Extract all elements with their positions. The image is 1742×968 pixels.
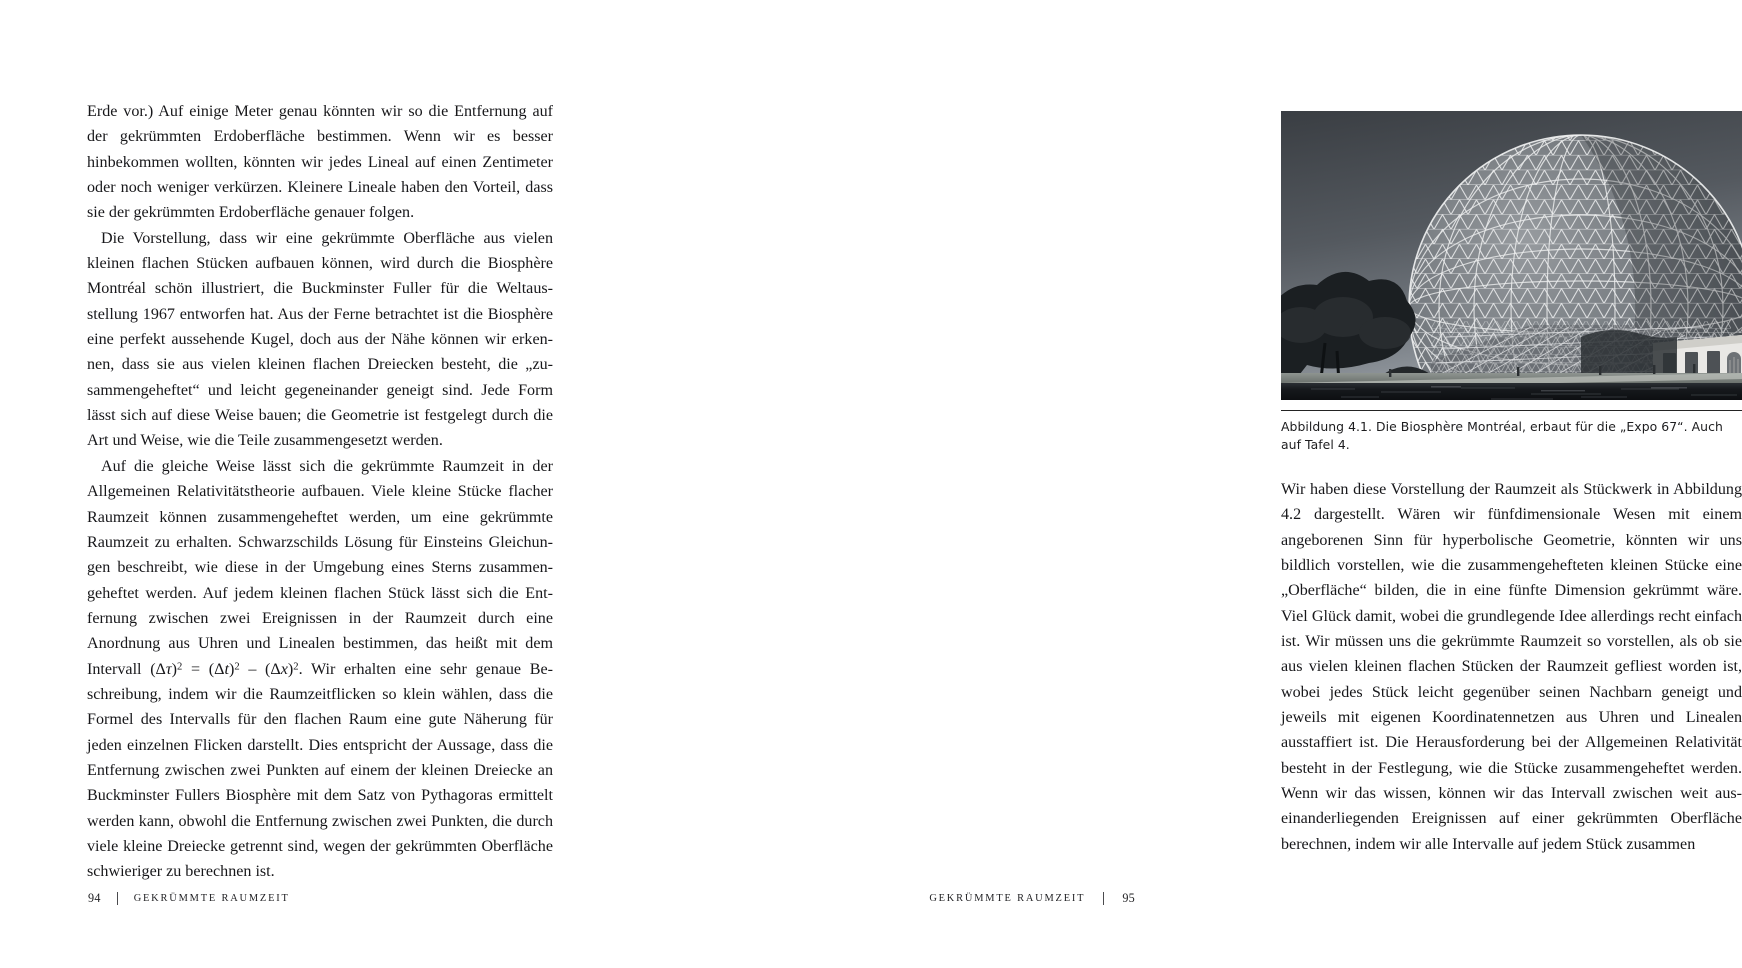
page-left [0,0,607,968]
paragraph: Die Vorstellung, dass wir eine gekrümmte Oberfläche aus vielen kleinen flachen Stücken aufbauen können, wird durch die Biosphère Montréal schön illustriert, die Buckminster Fuller für die Weltausstellung 1967 entworfen hat. Aus der Ferne betrachtet ist die Biosphère eine perfekt aussehende Kugel, doch aus der Nähe können wir erkennen, dass sie aus vielen kleinen flachen Dreiecken besteht, die „zusammengeheftet“ und leicht gegeneinander geneigt sind. Jede Form lässt sich auf diese Weise bauen; die Geometrie ist festgelegt durch die Art und Weise, wie die Teile zusammengesetzt werden. [87,229,553,450]
folio-divider [1103,892,1104,905]
chapter-title: GEKRÜMMTE RAUMZEIT [133,893,290,904]
page-number: 95 [1122,891,1135,905]
figure-photo-biosphere [1281,111,1742,400]
running-foot-left [88,891,290,906]
chapter-title: GEKRÜMMTE RAUMZEIT [929,893,1086,904]
body-text-left-column [87,99,553,885]
interval-formula: $(\Delta\tau)^2 = (\Delta t)^2 - (\Delta x)^2$ [150,660,299,678]
paragraph-with-formula [87,454,553,885]
running-foot-right [929,891,1135,906]
paragraph: Wir haben diese Vorstellung der Raumzeit als Stückwerk in Abbildung 4.2 dargestellt. Wären wir fünfdimensionale Wesen mit einem angeborenen Sinn für hyperbolische Geometrie, könnten wir uns bildlich vorstellen, wie die zusammengehefteten kleinen Stücke eine „Oberfläche“ bilden, die in eine fünfte Dimension gekrümmt wäre. Viel Glück damit, wobei die grundlegende Idee allerdings recht einfach ist. Wir müssen uns die gekrümmte Raumzeit so vorstellen, als ob sie aus vielen kleinen flachen Stücken der Raumzeit gefliest worden ist, wobei jedes Stück leicht gegenüber seinen Nachbarn geneigt und jeweils mit eigenen Koordinatennetzen aus Uhren und Linealen ausstaffiert ist. Die Herausforderung bei der Allgemeinen Relativität besteht in der Festlegung, wie die Stücke zusammengeheftet werden. Wenn wir das wissen, können wir das Intervall zwischen weit auseinanderliegenden Ereignissen auf einer gekrümmten Oberfläche berechnen, indem wir alle Intervalle auf jedem Stück zusammen [1281,481,1742,853]
page-right [607,0,1742,968]
biosphere-illustration [1281,111,1742,400]
paragraph-text-before-formula: Auf die gleiche Weise lässt sich die gekrümmte Raumzeit in der Allgemeinen Relativitätstheorie aufbauen. Viele kleine Stücke flacher Raumzeit können zusammengeheftet werden, um eine gekrümmte Raumzeit zu erhalten. Schwarzschilds Lösung für Einsteins Gleichungen beschreibt, wie diese in der Umgebung eines Sterns zusammengeheftet werden. Auf jedem kleinen flachen Stück lässt sich die Entfernung zwischen zwei Ereignissen in der Raumzeit durch eine Anordnung aus Uhren und Linealen bestimmen, das heißt mit dem Intervall [87,457,553,678]
page-number: 94 [88,891,101,905]
folio-divider [117,892,118,905]
body-text-right-column [1281,477,1742,857]
paragraph: Erde vor.) Auf einige Meter genau könnten wir so die Entfernung auf der gekrümmten Erdoberfläche bestimmen. Wenn wir es besser hinbekommen wollten, könnten wir jedes Lineal auf einen Zentimeter oder noch weniger verkürzen. Kleinere Lineale haben den Vorteil, dass sie der gekrümmten Erdoberfläche genauer folgen. [87,103,553,222]
paragraph-text-after-formula: . Wir erhalten eine sehr genaue Beschreibung, indem wir die Raumzeitflicken so klein wählen, dass die Formel des Intervalls für den flachen Raum eine gute Näherung für jeden einzelnen Flicken darstellt. Dies entspricht der Aussage, dass die Entfernung zwischen zwei Punkten auf einem der kleinen Dreiecke an Buckminster Fullers Biosphère mit dem Satz von Pythagoras ermittelt werden kann, obwohl die Entfernung zwischen zwei Punkten, die durch viele kleine Dreiecke getrennt sind, wegen der gekrümmten Oberfläche schwieriger zu berechnen ist. [87,660,553,881]
figure-caption: Abbildung 4.1. Die Biosphère Montréal, erbaut für die „Expo 67“. Auch auf Tafel 4. [1281,419,1723,452]
caption-rule [1281,410,1742,411]
figure-4-1 [1281,111,1742,454]
